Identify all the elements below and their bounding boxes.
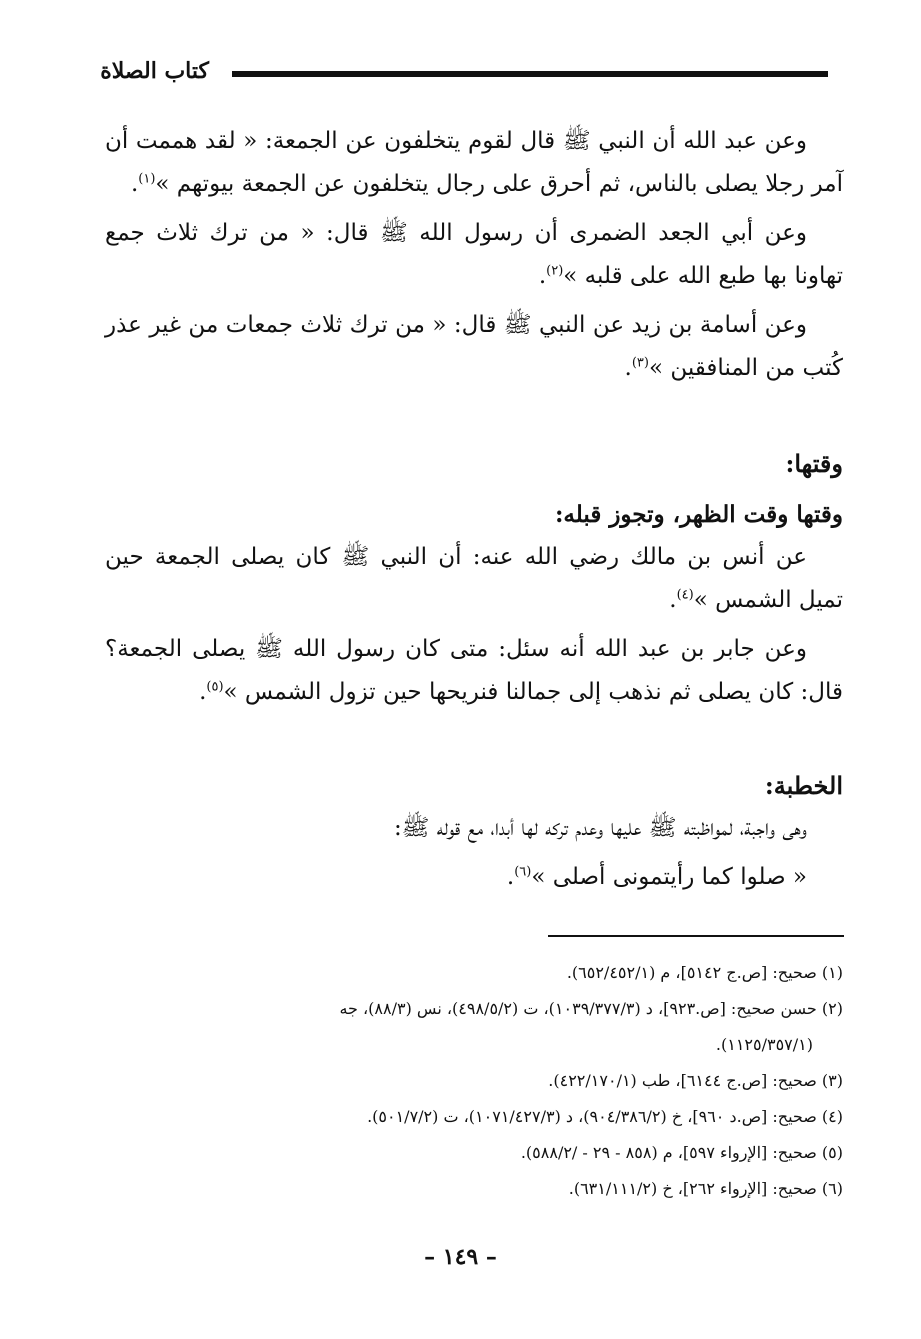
paragraph-1-text: وعن عبد الله أن النبي ﷺ قال لقوم يتخلفون عن الجمعة: « لقد هممت أن آمر رجلا يصلى بالناس، ثم أحرق على رجال يتخلفون عن الجمعة بيوتهم » bbox=[105, 128, 843, 197]
footnote-ref-5[interactable]: (٥) bbox=[206, 679, 224, 695]
paragraph-4-period: . bbox=[669, 587, 677, 613]
footnote-ref-1[interactable]: (١) bbox=[138, 171, 156, 187]
paragraph-6: وهى واجبة، لمواظبته ﷺ عليها وعدم تركه لها أبدا، مع قوله ﷺ: bbox=[393, 815, 807, 841]
footnote-ref-3[interactable]: (٣) bbox=[631, 355, 649, 371]
footnote-4: (٤) صحيح: [ص.د ٩٦٠]، خ (٩٠٤/٣٨٦/٢)، د (١٠٧١/٤٢٧/٣)، ت (٥٠١/٧/٢). bbox=[367, 1107, 843, 1126]
paragraph-5-text: وعن جابر بن عبد الله أنه سئل: متى كان رسول الله ﷺ يصلى الجمعة؟ قال: كان يصلى ثم نذهب إلى جمالنا فنريحها حين تزول الشمس » bbox=[105, 636, 843, 705]
footnote-3: (٣) صحيح: [ص.ج ٦١٤٤]، طب (٤٢٢/١٧٠/١). bbox=[548, 1071, 843, 1090]
footnote-2-continuation: (١١٢٥/٣٥٧/١). bbox=[715, 1035, 813, 1054]
footnote-ref-4[interactable]: (٤) bbox=[676, 587, 694, 603]
header-rule bbox=[232, 71, 828, 77]
paragraph-5-period: . bbox=[199, 679, 207, 705]
paragraph-2-period: . bbox=[538, 263, 547, 289]
paragraph-7 bbox=[105, 856, 843, 899]
running-header-title: كتاب الصلاة bbox=[100, 58, 209, 84]
paragraph-1 bbox=[105, 120, 843, 206]
paragraph-3 bbox=[105, 304, 843, 390]
section-heading-time: وقتها: bbox=[785, 449, 843, 478]
paragraph-4-text: عن أنس بن مالك رضي الله عنه: أن النبي ﷺ كان يصلى الجمعة حين تميل الشمس » bbox=[105, 544, 843, 613]
footnote-ref-6[interactable]: (٦) bbox=[514, 864, 532, 880]
paragraph-4 bbox=[105, 536, 843, 622]
footnote-1: (١) صحيح: [ص.ج ٥١٤٢]، م (٦٥٢/٤٥٢/١). bbox=[566, 963, 843, 982]
paragraph-7-text: « صلوا كما رأيتمونى أصلى » bbox=[531, 864, 807, 890]
subheading-time: وقتها وقت الظهر، وتجوز قبله: bbox=[554, 501, 843, 528]
footnotes bbox=[105, 955, 843, 1207]
paragraph-5 bbox=[105, 628, 843, 714]
paragraph-3-text: وعن أسامة بن زيد عن النبي ﷺ قال: « من ترك ثلاث جمعات من غير عذر كُتب من المنافقين » bbox=[105, 312, 843, 381]
footnote-ref-2[interactable]: (٢) bbox=[546, 263, 564, 279]
paragraph-2 bbox=[105, 212, 843, 298]
paragraph-3-period: . bbox=[624, 355, 632, 381]
main-text bbox=[105, 120, 843, 905]
footnote-5: (٥) صحيح: [الإرواء ٥٩٧]، م (٨٥٨ - ٢٩ - /٥٨٨/٢). bbox=[520, 1143, 843, 1162]
paragraph-7-period: . bbox=[506, 864, 515, 890]
section-heading-khutba: الخطبة: bbox=[764, 771, 843, 800]
footnote-6: (٦) صحيح: [الإرواء ٢٦٢]، خ (٦٣١/١١١/٢). bbox=[568, 1179, 843, 1198]
paragraph-2-text: وعن أبي الجعد الضمرى أن رسول الله ﷺ قال: « من ترك ثلاث جمع تهاونا بها طبع الله على قلبه » bbox=[105, 220, 843, 289]
footnote-2: (٢) حسن صحيح: [ص.٩٢٣]، د (١٠٣٩/٣٧٧/٣)، ت (٤٩٨/٥/٢)، نس (٨٨/٣)، جه bbox=[339, 999, 843, 1018]
footnote-divider bbox=[548, 935, 844, 937]
page-number: – ١٤٩ – bbox=[424, 1244, 497, 1270]
paragraph-1-period: . bbox=[130, 171, 139, 197]
